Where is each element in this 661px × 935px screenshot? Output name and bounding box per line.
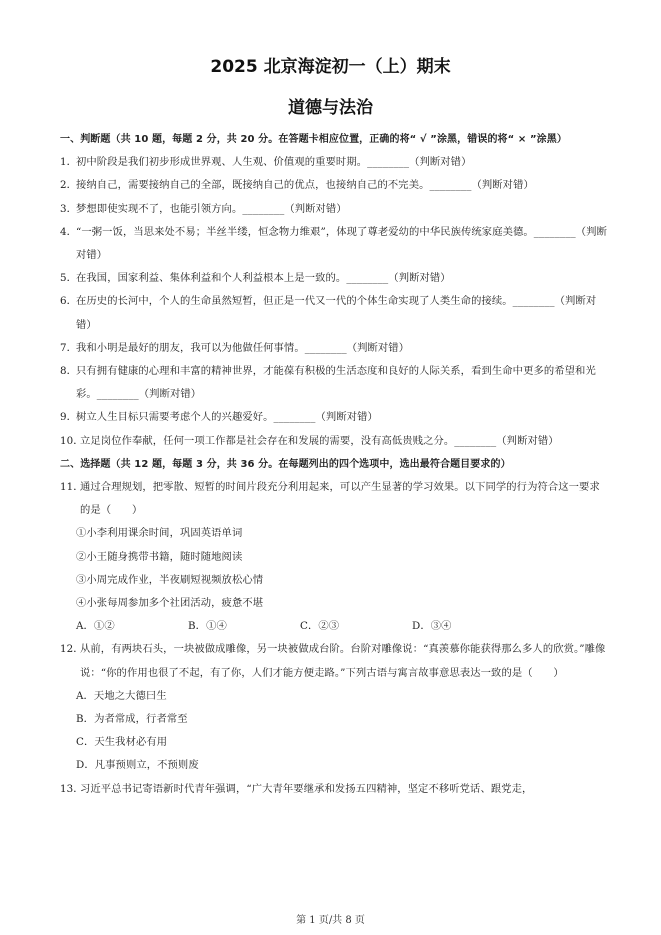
exam-body: [60, 128, 608, 801]
q11-choice-b: B．①④: [188, 620, 227, 633]
question-11: 11． 通过合理规划，把零散、短暂的时间片段充分利用起来，可以产生显著的学习效果。以下同学的行为符合这一要求的是（ ）: [60, 481, 600, 517]
question-6: 6． 在历史的长河中，个人的生命虽然短暂，但正是一代又一代的个体生命实现了人类生命的接续。________（判断对错）: [60, 295, 597, 331]
q11-statement-2: ②小王随身携带书籍，随时随地阅读: [76, 550, 243, 563]
question-9: 9． 树立人生目标只需要考虑个人的兴趣爱好。________（判断对错）: [60, 411, 378, 424]
page-subtitle: 道德与法治: [288, 98, 373, 118]
q11-statement-4: ④小张每周参加多个社团活动，疲惫不堪: [76, 597, 264, 610]
question-1: 1． 初中阶段是我们初步形成世界观、人生观、价值观的重要时期。________（判断对错）: [60, 156, 472, 169]
page-footer: 第 1 页/共 8 页: [296, 915, 365, 926]
section-heading-judgment: 一、判断题（共 10 题，每题 2 分，共 20 分。在答题卡相应位置，正确的将“ √ ”涂黑，错误的将“ × ”涂黑）: [60, 134, 567, 145]
q12-choice-d: D．凡事预则立，不预则废: [76, 759, 199, 772]
q11-choices: [60, 615, 608, 638]
question-13: 13． 习近平总书记寄语新时代青年强调，“广大青年要继承和发扬五四精神，坚定不移听党话、跟党走，: [60, 782, 533, 795]
question-4: 4． “一粥一饭，当思来处不易；半丝半缕，恒念物力维艰”，体现了尊老爱幼的中华民族传统家庭美德。________（判断对错）: [60, 225, 607, 262]
question-5: 5． 在我国，国家利益、集体利益和个人利益根本上是一致的。________（判断对错）: [60, 272, 451, 285]
q11-choice-d: D．③④: [412, 620, 452, 633]
q12-choice-c: C．天生我材必有用: [76, 736, 168, 749]
question-8: 8． 只有拥有健康的心理和丰富的精神世界，才能葆有积极的生活态度和良好的人际关系，看到生命中更多的希望和光彩。________（判断对错）: [60, 365, 596, 401]
question-7: 7． 我和小明是最好的朋友，我可以为他做任何事情。________（判断对错）: [60, 341, 410, 354]
q11-statement-3: ③小周完成作业，半夜刷短视频放松心情: [76, 573, 264, 586]
page-title: 2025 北京海淀初一（上）期末: [210, 57, 451, 77]
question-3: 3． 梦想即使实现不了，也能引领方向。________（判断对错）: [60, 202, 347, 215]
question-2: 2． 接纳自己，需要接纳自己的全部，既接纳自己的优点，也接纳自己的不完美。________（判断对错）: [60, 179, 534, 192]
q11-statement-1: ①小李利用课余时间，巩固英语单词: [76, 527, 243, 540]
question-10: 10． 立足岗位作奉献，任何一项工作都是社会存在和发展的需要，没有高低贵贱之分。________（判断对错）: [60, 434, 559, 447]
q11-choice-c: C．②③: [300, 620, 340, 633]
question-12: 12． 从前，有两块石头，一块被做成雕像，另一块被做成台阶。台阶对雕像说：“真羡慕你能获得那么多人的欣赏。”雕像说：“你的作用也很了不起，有了你，人们才能方便走路。”下列古语与寓言故事意思表达一致的是（ ）: [60, 643, 606, 679]
section-heading-choice: 二、选择题（共 12 题，每题 3 分，共 36 分。在每题列出的四个选项中，选出最符合题目要求的）: [60, 458, 511, 470]
q11-choice-a: A．①②: [76, 620, 115, 633]
q12-choice-b: B．为者常成，行者常至: [76, 713, 188, 726]
q12-choice-a: A．天地之大德曰生: [76, 689, 167, 702]
